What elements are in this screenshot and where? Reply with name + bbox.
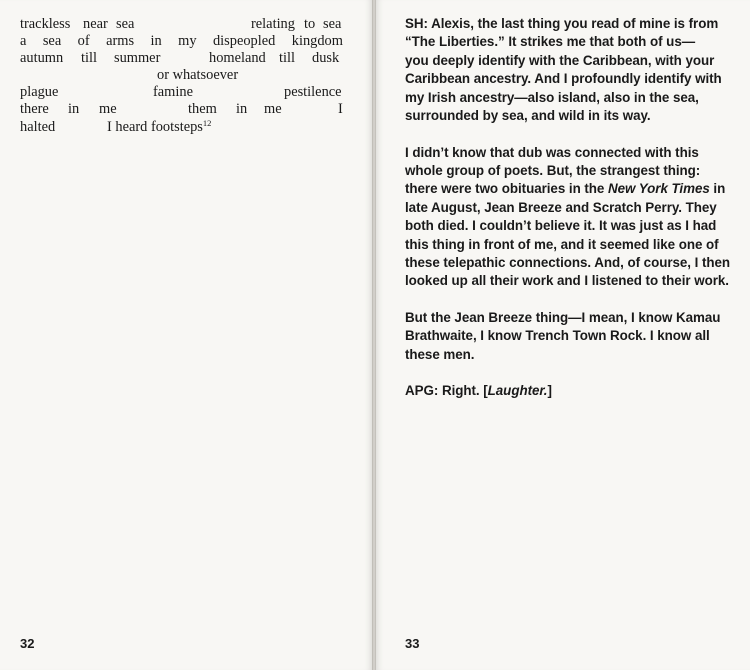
poem-word: or whatsoever (157, 67, 239, 84)
poem-word: dispeopled (212, 33, 276, 50)
poem-word: autumn (20, 50, 64, 67)
text-line: I didn’t know that dub was connected with this (405, 144, 699, 160)
poem-line (20, 50, 343, 67)
poem-word: of (77, 33, 90, 50)
poem-word: in (236, 101, 248, 118)
poem-line (20, 33, 343, 50)
text-line: Brathwaite, I know Trench Town Rock. I know all (405, 328, 710, 344)
footnote-ref: 12 (202, 117, 212, 128)
poem-word: pestilence (284, 84, 342, 101)
poem-word: me (264, 101, 282, 118)
text-line: But the Jean Breeze thing—I mean, I know Kamau (405, 310, 721, 326)
newspaper-title: New York Times (607, 181, 710, 197)
text-line: you deeply identify with the Caribbean, with your (405, 52, 715, 68)
poem-line (20, 101, 343, 118)
stage-direction: Laughter. (487, 383, 548, 399)
poem-word: sea (42, 33, 62, 50)
poem-word: to (304, 16, 316, 32)
text-line: these men. (405, 346, 475, 362)
poem (20, 16, 343, 136)
poem-word: till (279, 50, 295, 67)
poem-line (20, 84, 343, 101)
paragraph (405, 144, 735, 291)
text-line: APG: Right. [Laughter.] (405, 383, 552, 399)
left-page (0, 0, 372, 670)
paragraph (405, 309, 735, 364)
text-line: surrounded by sea, and wild in its way. (405, 108, 651, 124)
poem-word: till (81, 50, 97, 67)
poem-word: summer (114, 50, 161, 67)
text-line: this thing in front of me, and it seemed like one of (405, 236, 719, 252)
text-line: these telepathic connections. And, of course, I then (405, 255, 731, 271)
paragraph (405, 15, 735, 125)
text-line: whole group of poets. But, the strangest thing: (405, 163, 701, 179)
poem-line (20, 119, 343, 136)
page-number-left: 32 (20, 636, 35, 651)
poem-word: in (68, 101, 80, 118)
text-line: looked up all their work and I listened to their work. (405, 273, 729, 289)
poem-line (20, 16, 343, 33)
text-line: there were two obituaries in the New York Times in (405, 181, 726, 197)
text-line: late August, Jean Breeze and Scratch Perry. They (405, 199, 717, 215)
interview-text (405, 15, 735, 419)
poem-word: sea (116, 16, 135, 32)
poem-word: arms (106, 33, 135, 50)
poem-word: them (188, 101, 217, 118)
poem-word: dusk (312, 50, 340, 67)
poem-word: sea (323, 16, 342, 32)
poem-word: I heard footsteps$^{12}$ (107, 117, 212, 135)
poem-word: plague (20, 84, 59, 101)
text-line: SH: Alexis, the last thing you read of mine is from (405, 16, 719, 31)
poem-word: famine (153, 84, 193, 101)
text-line: both died. I couldn’t believe it. It was just as I had (405, 218, 717, 234)
poem-word: in (150, 33, 162, 50)
text-line: my Irish ancestry—also island, also in the sea, (405, 89, 699, 105)
poem-word: I (338, 101, 343, 118)
poem-word: there (20, 101, 49, 118)
page-number-right: 33 (405, 636, 420, 651)
paragraph (405, 382, 735, 400)
poem-line (20, 67, 343, 84)
poem-word: kingdom (291, 33, 343, 50)
poem-word: me (99, 101, 117, 118)
text-line: Caribbean ancestry. And I profoundly identify with (405, 71, 722, 87)
poem-word: trackless (20, 16, 71, 32)
poem-word: near (83, 16, 108, 32)
poem-word: halted (20, 118, 56, 135)
poem-word: a (20, 33, 27, 50)
poem-word: homeland (209, 50, 266, 67)
poem-word: my (178, 33, 197, 50)
poem-word: relating (251, 16, 295, 32)
text-line: “The Liberties.” It strikes me that both of us— (405, 34, 696, 50)
